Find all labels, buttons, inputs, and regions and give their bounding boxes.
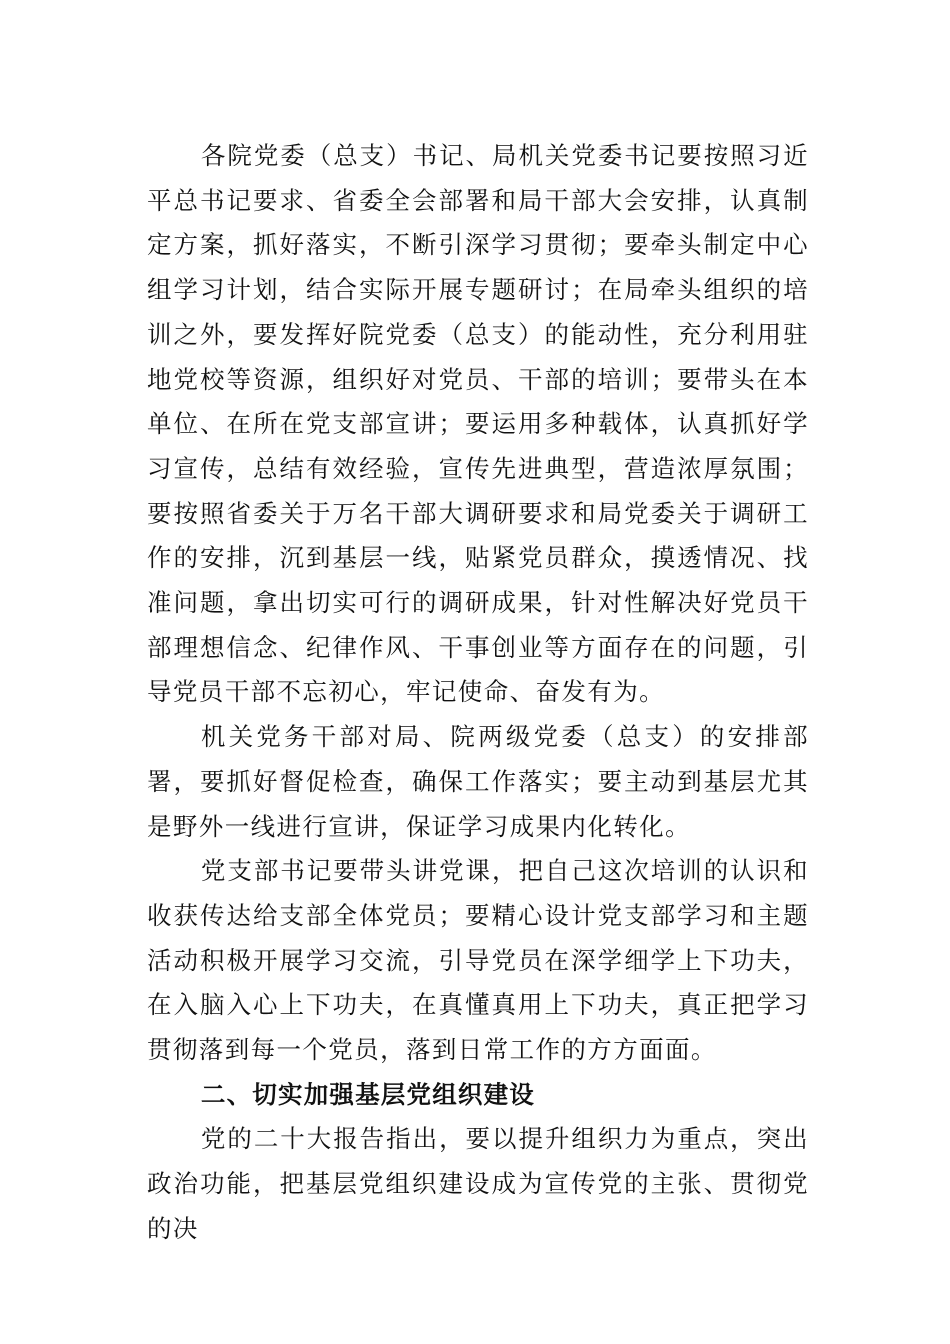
paragraph-party-affairs-cadres: 机关党务干部对局、院两级党委（总支）的安排部署，要抓好督促检查，确保工作落实；要主动到基层尤其是野外一线进行宣讲，保证学习成果内化转化。 — [147, 722, 809, 841]
paragraph-branch-secretaries: 党支部书记要带头讲党课，把自己这次培训的认识和收获传达给支部全体党员；要精心设计党支部学习和主题活动积极开展学习交流，引导党员在深学细学上下功夫，在入脑入心上下功夫，在真懂真用上下功夫，真正把学习贯彻落到每一个党员，落到日常工作的方方面面。 — [147, 856, 809, 1065]
paragraph-report-quote: 党的二十大报告指出，要以提升组织力为重点，突出政治功能，把基层党组织建设成为宣传党的主张、贯彻党的决 — [147, 1124, 809, 1243]
section-heading: 二、切实加强基层党组织建设 — [200, 1079, 535, 1109]
document-body — [147, 134, 809, 1252]
paragraph-secretaries-duties: 各院党委（总支）书记、局机关党委书记要按照习近平总书记要求、省委全会部署和局干部大会安排，认真制定方案，抓好落实，不断引深学习贯彻；要牵头制定中心组学习计划，结合实际开展专题研讨；在局牵头组织的培训之外，要发挥好院党委（总支）的能动性，充分利用驻地党校等资源，组织好对党员、干部的培训；要带头在本单位、在所在党支部宣讲；要运用多种载体，认真抓好学习宣传，总结有效经验，宣传先进典型，营造浓厚氛围；要按照省委关于万名干部大调研要求和局党委关于调研工作的安排，沉到基层一线，贴紧党员群众，摸透情况、找准问题，拿出切实可行的调研成果，针对性解决好党员干部理想信念、纪律作风、干事创业等方面存在的问题，引导党员干部不忘初心，牢记使命、奋发有为。 — [147, 141, 809, 707]
